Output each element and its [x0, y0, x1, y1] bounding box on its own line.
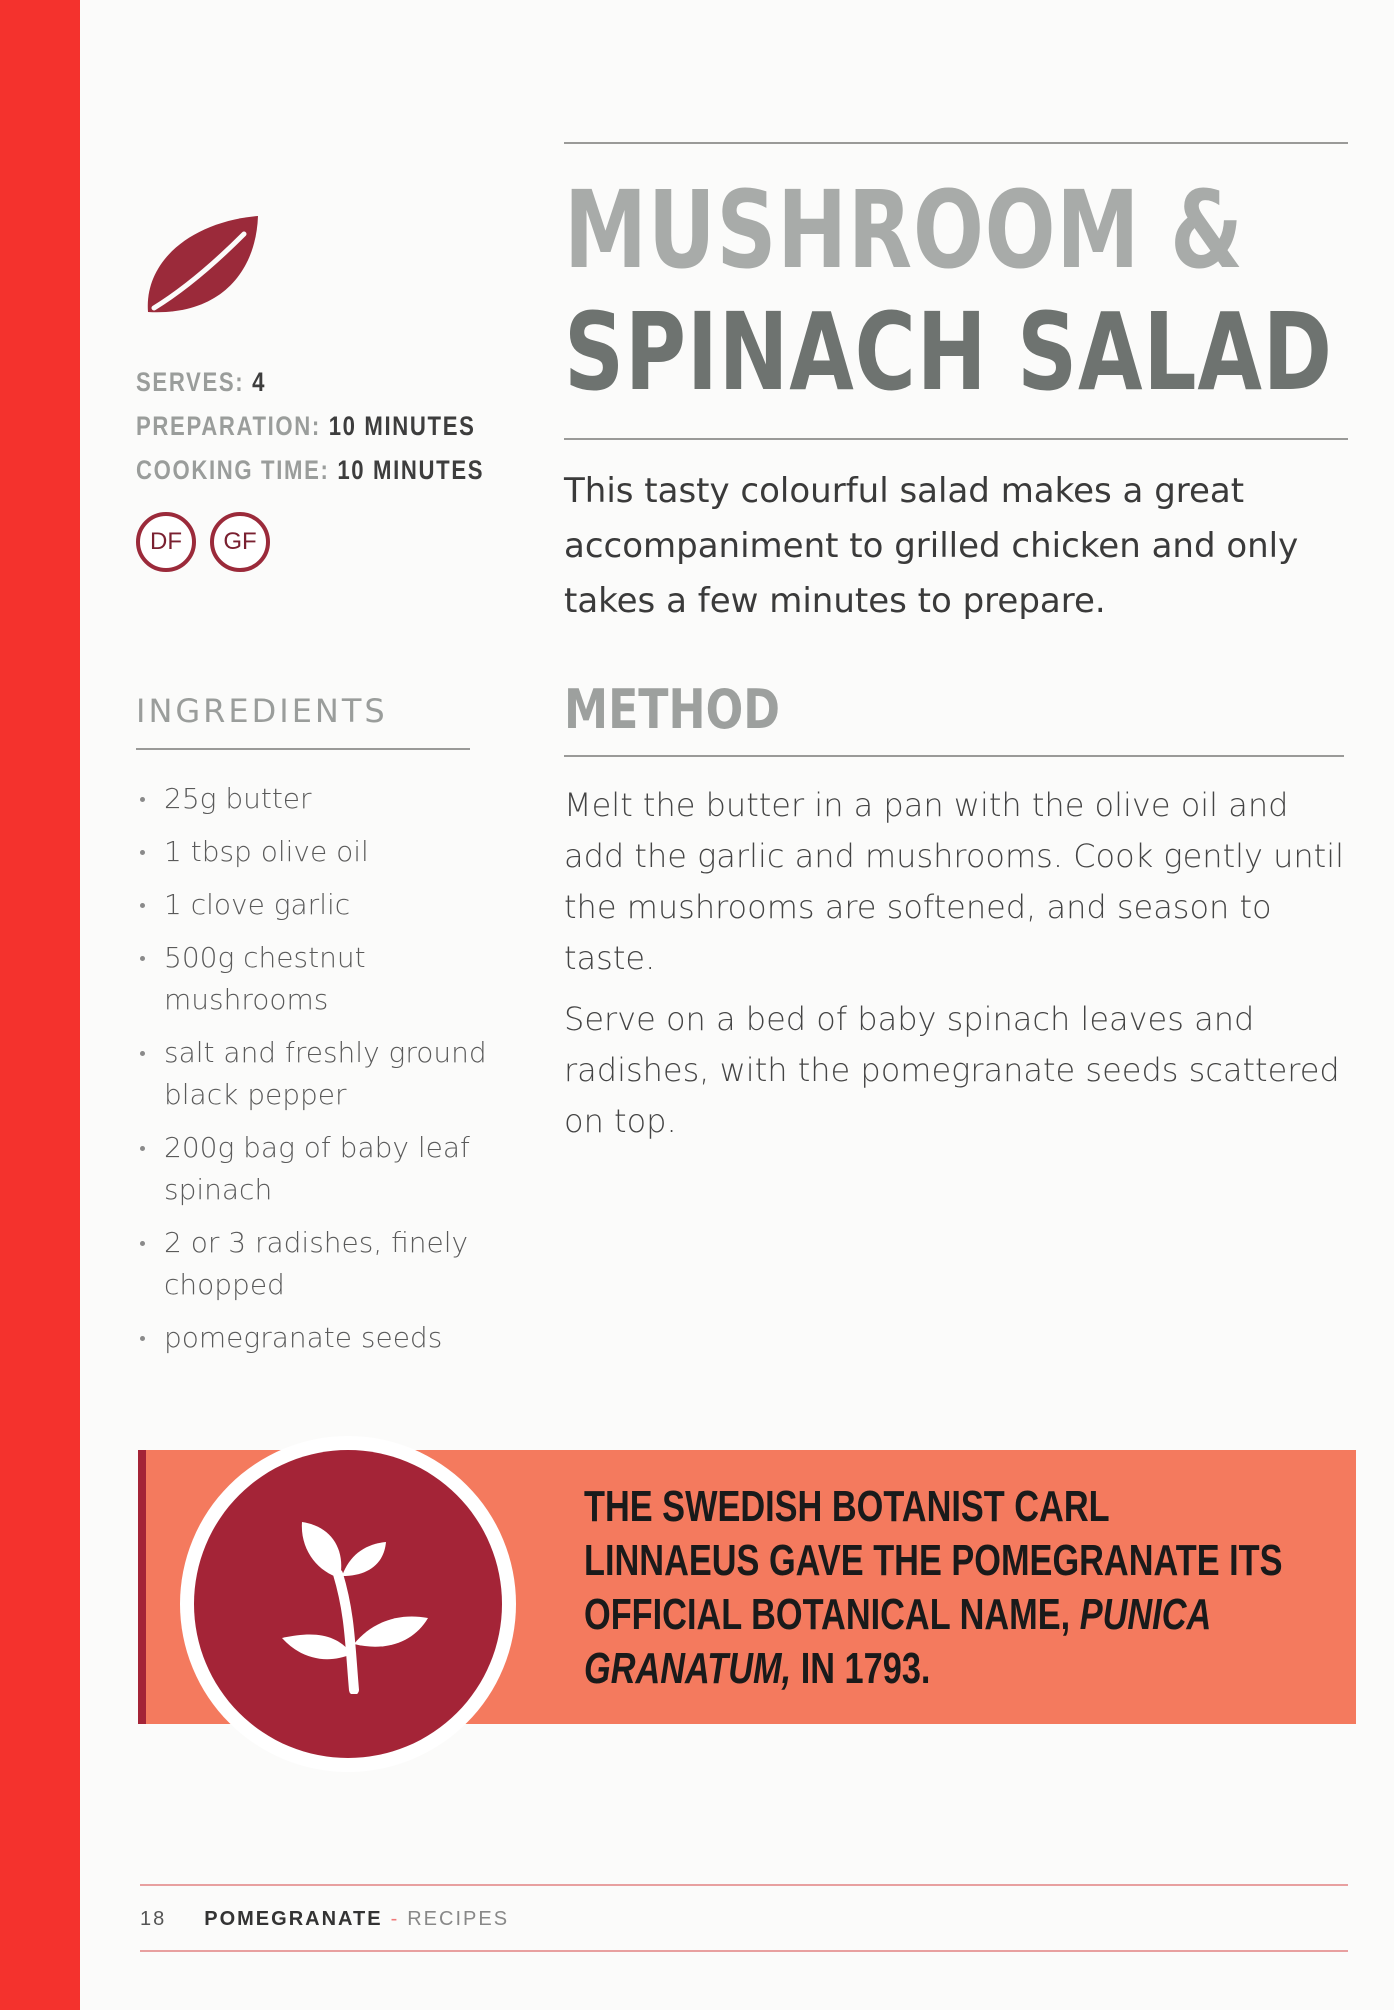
page-footer: [140, 1908, 509, 1931]
method-steps: [564, 780, 1344, 1157]
fact-text: [584, 1480, 1286, 1696]
recipe-meta: [136, 360, 516, 492]
method-heading-text: METHOD: [564, 678, 780, 741]
book-title: POMEGRANATE: [204, 1908, 383, 1930]
diet-badges: [136, 512, 270, 572]
title-top-rule: [564, 142, 1348, 144]
footer-top-rule: [140, 1884, 1348, 1886]
recipe-intro: This tasty colourful salad makes a great accompaniment to grilled chicken and only takes a few minutes to prepare.: [564, 471, 1299, 621]
fact-text-before: THE SWEDISH BOTANIST CARL LINNAEUS GAVE THE POMEGRANATE ITS OFFICIAL BOTANICAL NAME,: [584, 1482, 1283, 1639]
preparation-value: 10 MINUTES: [328, 411, 476, 441]
title-line-1: MUSHROOM &: [564, 169, 1244, 293]
gluten-free-badge: GF: [210, 512, 270, 572]
ingredient-item: 1 clove garlic: [136, 884, 496, 926]
footer-separator: -: [390, 1908, 400, 1930]
fact-latin-name: PUNICA GRANATUM,: [584, 1590, 1211, 1693]
preparation-row: [136, 404, 476, 448]
ingredient-item: pomegranate seeds: [136, 1317, 496, 1359]
ingredient-item: 1 tbsp olive oil: [136, 831, 496, 873]
ingredient-item: salt and freshly ground black pepper: [136, 1032, 496, 1116]
ingredients-heading: INGREDIENTS: [136, 692, 470, 750]
serves-value: 4: [252, 367, 267, 397]
title-line-2: SPINACH SALAD: [564, 291, 1333, 415]
ingredient-item: 2 or 3 radishes, finely chopped: [136, 1222, 496, 1306]
fact-icon-circle: [180, 1436, 516, 1772]
ingredient-item: 500g chestnut mushrooms: [136, 937, 496, 1021]
method-step: Serve on a bed of baby spinach leaves and radishes, with the pomegranate seeds scattered on top.: [564, 1000, 1340, 1140]
cooking-time-label: COOKING TIME:: [136, 455, 330, 485]
method-heading: [564, 678, 1344, 757]
title-bottom-rule: [564, 438, 1348, 440]
cooking-time-row: [136, 448, 485, 492]
ingredient-item: 200g bag of baby leaf spinach: [136, 1127, 496, 1211]
cooking-time-value: 10 MINUTES: [337, 455, 485, 485]
serves-label: SERVES:: [136, 367, 245, 397]
ingredient-item: 25g butter: [136, 778, 496, 820]
dairy-free-badge: DF: [136, 512, 196, 572]
sprout-icon: [258, 1514, 438, 1694]
recipe-title: [564, 169, 1333, 415]
footer-bottom-rule: [140, 1950, 1348, 1952]
leaf-icon: [140, 212, 262, 324]
page-edge-bar: [0, 0, 80, 2010]
fact-text-after: IN 1793.: [791, 1644, 931, 1693]
preparation-label: PREPARATION:: [136, 411, 321, 441]
page-number: 18: [140, 1908, 167, 1930]
section-name: RECIPES: [407, 1908, 510, 1930]
ingredients-list: [136, 778, 496, 1370]
serves-row: [136, 360, 448, 404]
method-step: Melt the butter in a pan with the olive oil and add the garlic and mushrooms. Cook gently until the mushrooms are softened, and season to taste.: [564, 786, 1344, 977]
fact-icon-disc: [194, 1450, 502, 1758]
